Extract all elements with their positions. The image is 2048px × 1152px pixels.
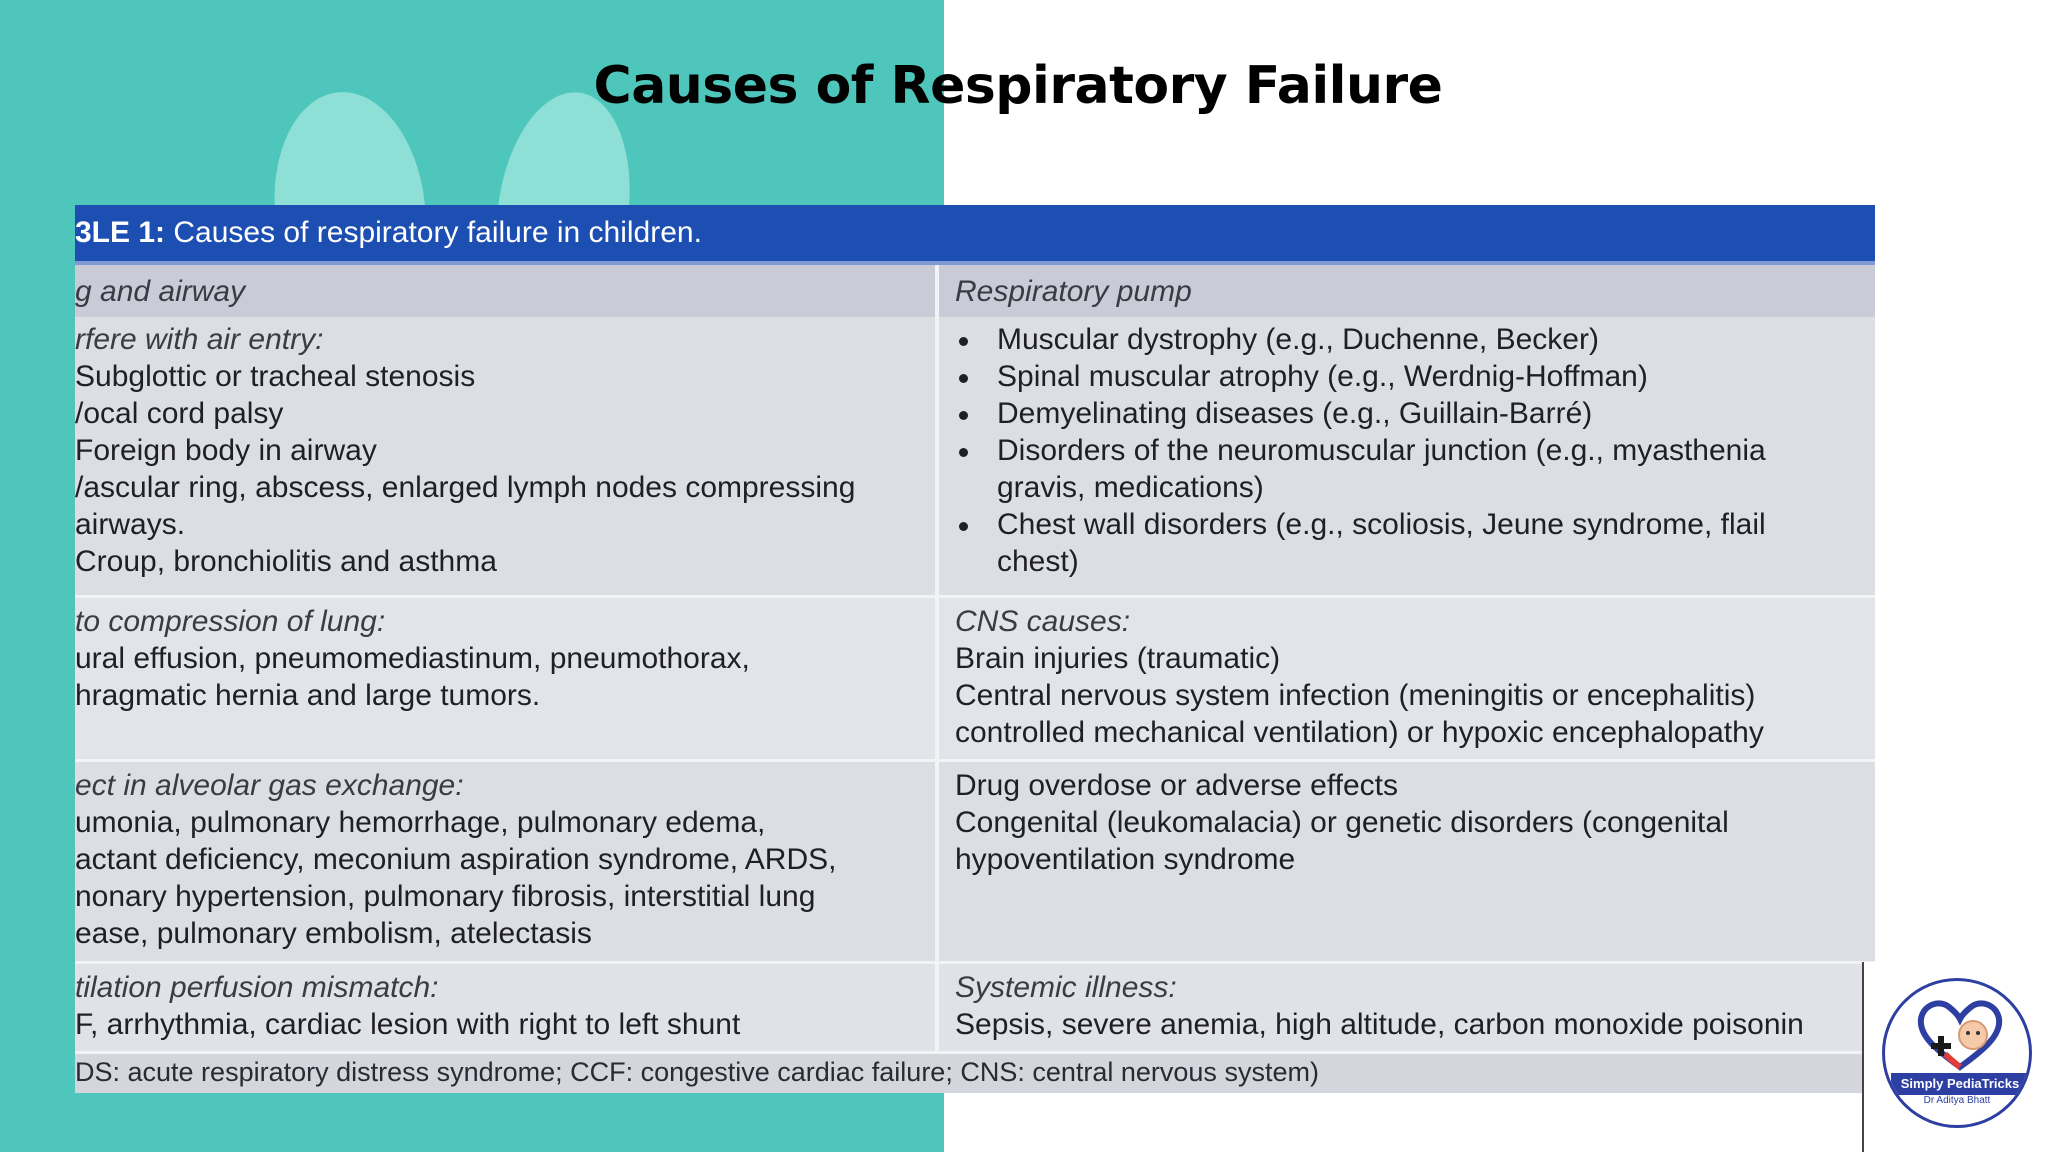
- row3-left-line: actant deficiency, meconium aspiration syndrome, ARDS,: [75, 843, 837, 876]
- table-caption: 3LE 1: Causes of respiratory failure in children.: [75, 216, 702, 249]
- row3-left-line: nonary hypertension, pulmonary fibrosis, interstitial lung: [75, 880, 816, 913]
- bullet-item: Demyelinating diseases (e.g., Guillain-Barré): [953, 395, 1766, 432]
- row3-left-cell: [75, 767, 836, 952]
- row4-left-cell: [75, 969, 740, 1043]
- row2-right-line: Central nervous system infection (meningitis or encephalitis): [955, 679, 1756, 712]
- row1-left-line: airways.: [75, 508, 186, 541]
- row2-right-line: Brain injuries (traumatic): [955, 642, 1281, 675]
- row2-right-heading: CNS causes:: [955, 605, 1131, 638]
- row2-left-heading: to compression of lung:: [75, 605, 386, 638]
- row3-right-line: hypoventilation syndrome: [955, 843, 1296, 876]
- bullet-continuation: gravis, medications): [997, 471, 1264, 504]
- row4-right-line: Sepsis, severe anemia, high altitude, carbon monoxide poisonin: [955, 1008, 1804, 1041]
- row1-left-cell: [75, 321, 855, 580]
- row1-left-heading: rfere with air entry:: [75, 323, 324, 356]
- logo-author: Dr Aditya Bhatt: [1923, 1095, 1991, 1106]
- row4-right-cell: [955, 969, 1804, 1043]
- row2-left-cell: [75, 603, 750, 714]
- row-divider: [75, 595, 1875, 598]
- table-footnote: DS: acute respiratory distress syndrome; CCF: congestive cardiac failure; CNS: central nervous system): [75, 1057, 1319, 1087]
- bullet-continuation: chest): [997, 545, 1079, 578]
- bullet-item: Disorders of the neuromuscular junction (e.g., myasthenia: [953, 432, 1766, 469]
- row1-right-bullet-list: [953, 321, 1766, 580]
- heart-baby-icon: [1915, 997, 2005, 1073]
- bullet-item: Muscular dystrophy (e.g., Duchenne, Becker): [953, 321, 1766, 358]
- simply-pediatricks-logo: [1882, 978, 2032, 1128]
- slide-title: Causes of Respiratory Failure: [593, 56, 1443, 116]
- row3-right-cell: [955, 767, 1729, 878]
- row4-right-heading: Systemic illness:: [955, 971, 1177, 1004]
- header-right: Respiratory pump: [955, 275, 1192, 308]
- row-divider: [75, 759, 1875, 762]
- column-divider: [935, 265, 939, 1053]
- bullet-item: Spinal muscular atrophy (e.g., Werdnig-Hoffman): [953, 358, 1766, 395]
- logo-name: Simply PediaTricks: [1891, 1073, 2029, 1095]
- row-divider: [75, 961, 1875, 964]
- row1-left-line: Croup, bronchiolitis and asthma: [75, 545, 497, 578]
- row3-right-line: Congenital (leukomalacia) or genetic disorders (congenital: [955, 806, 1729, 839]
- row2-left-line: ural effusion, pneumomediastinum, pneumothorax,: [75, 642, 750, 675]
- header-left: g and airway: [75, 275, 246, 308]
- row-divider: [75, 1051, 1875, 1054]
- row1-left-line: Subglottic or tracheal stenosis: [75, 360, 476, 393]
- bullet-item: Chest wall disorders (e.g., scoliosis, Jeune syndrome, flail: [953, 506, 1766, 543]
- row1-left-line: Foreign body in airway: [75, 434, 377, 467]
- row2-right-line: controlled mechanical ventilation) or hypoxic encephalopathy: [955, 716, 1764, 749]
- row3-right-line: Drug overdose or adverse effects: [955, 769, 1399, 802]
- table-caption-bar: [75, 205, 1875, 265]
- row2-right-cell: [955, 603, 1764, 751]
- row1-left-line: /ocal cord palsy: [75, 397, 284, 430]
- row4-left-heading: tilation perfusion mismatch:: [75, 971, 439, 1004]
- row3-left-line: ease, pulmonary embolism, atelectasis: [75, 917, 592, 950]
- table-header-row: [75, 265, 1875, 317]
- row3-left-heading: ect in alveolar gas exchange:: [75, 769, 464, 802]
- row1-left-line: /ascular ring, abscess, enlarged lymph nodes compressing: [75, 471, 856, 504]
- causes-table-image: [75, 205, 1875, 1093]
- row4-left-line: F, arrhythmia, cardiac lesion with right to left shunt: [75, 1008, 741, 1041]
- row2-left-line: hragmatic hernia and large tumors.: [75, 679, 541, 712]
- row3-left-line: umonia, pulmonary hemorrhage, pulmonary edema,: [75, 806, 766, 839]
